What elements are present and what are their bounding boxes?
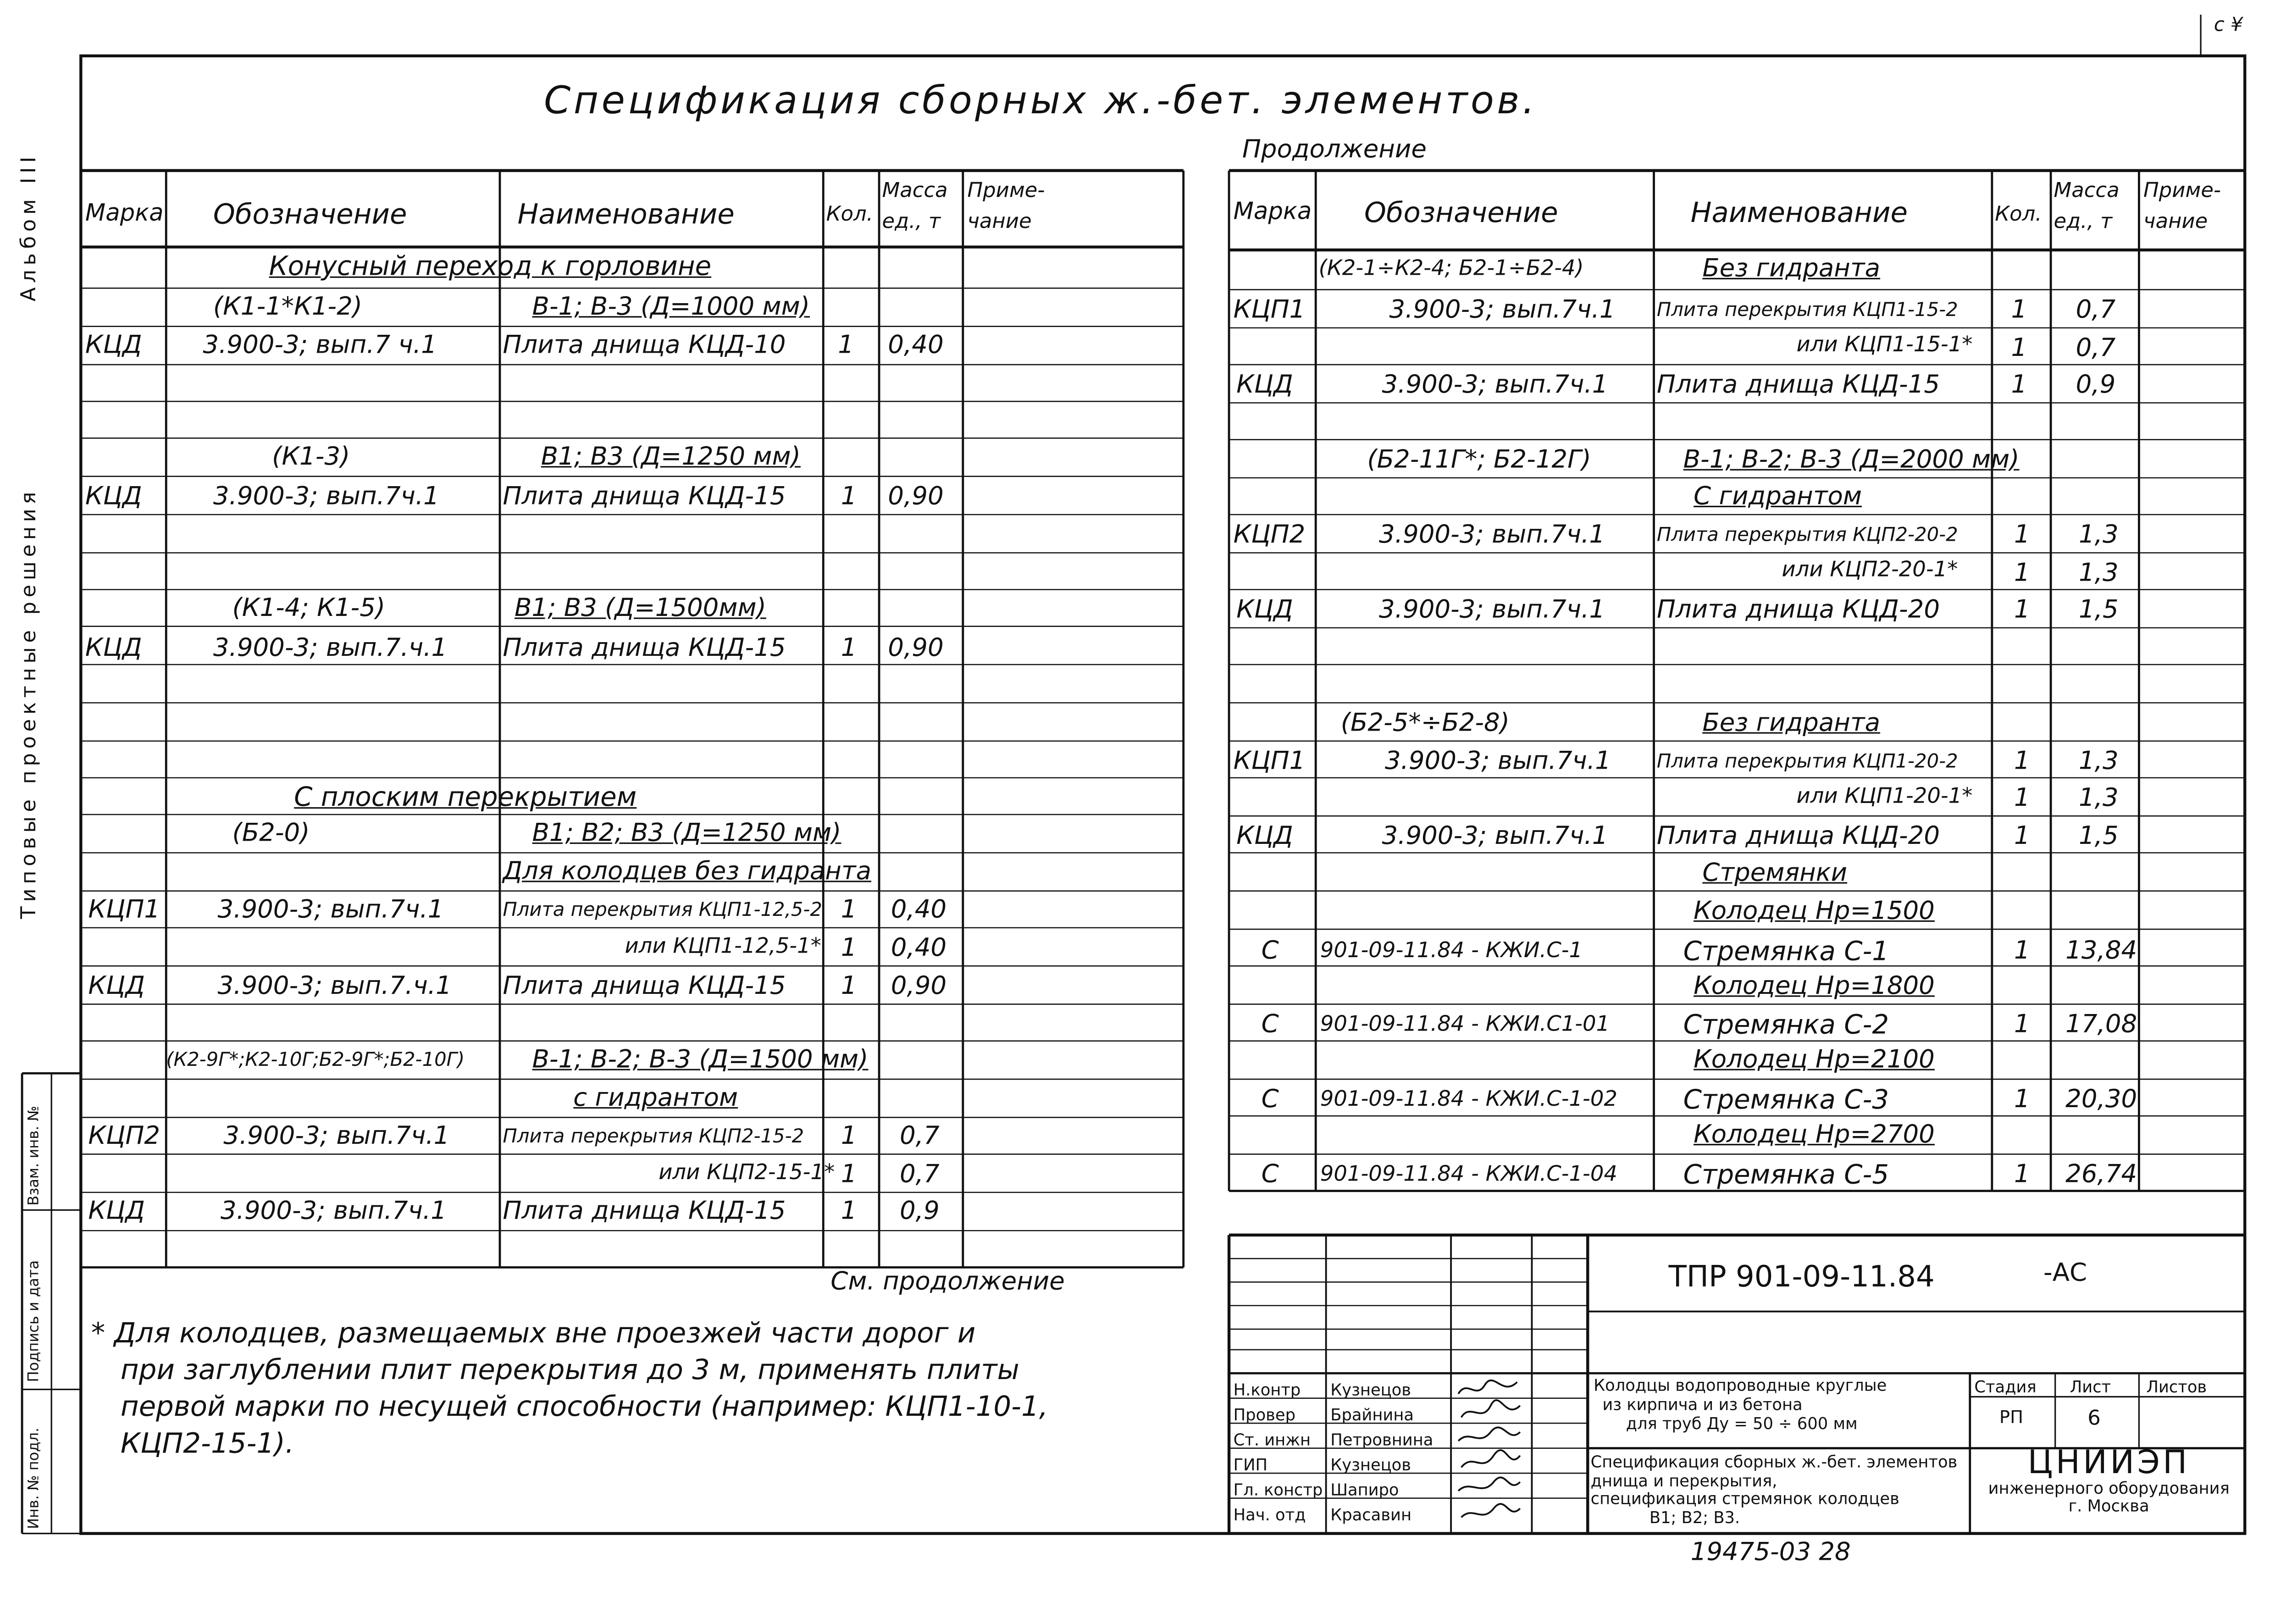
header-mark-right: Марка — [1233, 197, 1312, 225]
row-designation: 3.900-3; вып.7.ч.1 — [213, 633, 448, 663]
row-qty: 1 — [2014, 822, 2030, 852]
stamp-field-signature: Подпись и дата — [26, 1260, 43, 1382]
sheets-label: Листов — [2146, 1377, 2207, 1397]
row-mass: 0,9 — [2076, 370, 2116, 400]
header-mass-right: Масса ед., т — [2054, 179, 2120, 234]
header-note-right: Приме- чание — [2143, 179, 2221, 234]
header-name-right: Наименование — [1690, 197, 1908, 230]
row-mark: КЦД — [1236, 595, 1293, 625]
document-code: ТПР 901-09-11.84 — [1668, 1258, 1935, 1294]
row-mass: 0,9 — [899, 1197, 940, 1226]
row-designation: 3.900-3; вып.7ч.1 — [220, 1197, 447, 1226]
row-mass: 20,30 — [2065, 1085, 2137, 1114]
group-label: (К1-3) — [272, 442, 350, 472]
row-qty: 1 — [2014, 747, 2030, 776]
project-title: Колодцы водопроводные круглые из кирпича и из бетона для труб Ду = 50 ÷ 600 мм — [1594, 1376, 1887, 1434]
row-qty: 1 — [841, 1122, 857, 1152]
row-qty: 1 — [2011, 333, 2027, 363]
group-tag-secondary: с гидрантом — [573, 1083, 738, 1113]
row-designation: 901-09-11.84 - КЖИ.С-1 — [1320, 939, 1583, 963]
group-tag: С гидрантом — [1694, 482, 1862, 512]
row-mass: 26,74 — [2065, 1160, 2137, 1190]
stage-value: РП — [1999, 1407, 2024, 1428]
row-qty: 1 — [2014, 783, 2030, 813]
row-name: или КЦП2-20-1* — [1782, 559, 1958, 582]
row-mark: КЦД — [1236, 370, 1293, 400]
series-label: Типовые проектные решения — [17, 487, 41, 919]
row-mass: 1,3 — [2079, 747, 2119, 776]
archive-number: 19475-03 28 — [1690, 1538, 1851, 1568]
group-label: (Б2-5*÷Б2-8) — [1340, 709, 1510, 738]
header-name: Наименование — [517, 198, 735, 231]
row-mass: 1,3 — [2079, 783, 2119, 813]
group-tag: В-1; В-3 (Д=1000 мм) — [532, 292, 810, 322]
row-qty: 1 — [841, 1160, 857, 1190]
row-name: Плита днища КЦД-15 — [503, 482, 786, 512]
row-name: Стремянка С-3 — [1683, 1085, 1889, 1116]
row-qty: 1 — [841, 933, 857, 963]
document-code-suffix: -АС — [2043, 1258, 2087, 1288]
header-designation-right: Обозначение — [1364, 197, 1558, 230]
footnote: * Для колодцев, размещаемых вне проезжей части дорог и при заглублении плит перекрытия до 3 м, применять плиты первой марки по несущей способности (например: КЦП1-10-1, КЦП2-15-1). — [91, 1317, 1048, 1460]
group-tag: В-1; В-2; В-3 (Д=1500 мм) — [532, 1045, 869, 1075]
row-qty: 1 — [2014, 937, 2030, 966]
row-mark: КЦП2 — [1233, 520, 1306, 550]
group-tag: Без гидранта — [1702, 709, 1881, 738]
group-label: (К2-9Г*;К2-10Г;Б2-9Г*;Б2-10Г) — [166, 1049, 465, 1072]
row-mass: 1,3 — [2079, 559, 2119, 588]
signatures — [1452, 1376, 1529, 1531]
see-continuation: См. продолжение — [830, 1267, 1065, 1297]
row-mark: КЦП1 — [1233, 295, 1306, 325]
group-tag: Без гидранта — [1702, 254, 1881, 284]
row-name: Плита днища КЦД-15 — [1656, 370, 1940, 400]
row-designation: 3.900-3; вып.7ч.1 — [217, 895, 444, 925]
row-name: Плита днища КЦД-15 — [503, 1197, 786, 1226]
row-mark: КЦД — [88, 972, 145, 1002]
row-qty: 1 — [841, 972, 857, 1002]
group-tag: Колодец Нр=1800 — [1694, 972, 1935, 1002]
group-label: (К1-4; К1-5) — [232, 594, 386, 624]
stamp-field-replace: Взам. инв. № — [26, 1106, 43, 1206]
row-name: Плита перекрытия КЦП2-15-2 — [503, 1126, 804, 1148]
row-designation: 3.900-3; вып.7ч.1 — [223, 1122, 450, 1152]
row-mass: 1,5 — [2079, 822, 2119, 852]
row-mark: КЦП1 — [88, 895, 161, 925]
stamp-names: Кузнецов Брайнина Петровнина Кузнецов Шапиро Красавин — [1330, 1380, 1434, 1525]
group-tag: В-1; В-2; В-3 (Д=2000 мм) — [1683, 445, 2020, 475]
row-mass: 0,7 — [899, 1122, 940, 1152]
row-mass: 0,90 — [891, 972, 947, 1002]
row-designation: 3.900-3; вып.7ч.1 — [1382, 822, 1608, 852]
group-label: (Б2-11Г*; Б2-12Г) — [1367, 445, 1591, 475]
corner-mark: c ¥ — [2214, 15, 2243, 37]
row-name: или КЦП2-15-1* — [659, 1161, 835, 1185]
row-mass: 0,40 — [888, 331, 944, 360]
header-designation: Обозначение — [213, 198, 407, 231]
row-qty: 1 — [2011, 295, 2027, 325]
row-designation: 3.900-3; вып.7ч.1 — [1389, 295, 1616, 325]
group-label: (К2-1÷К2-4; Б2-1÷Б2-4) — [1318, 257, 1584, 281]
row-qty: 1 — [2014, 595, 2030, 625]
row-mass: 0,7 — [899, 1160, 940, 1190]
row-name: или КЦП1-15-1* — [1796, 333, 1973, 358]
group-tag: Колодец Нр=1500 — [1694, 897, 1935, 926]
row-name: Плита днища КЦД-20 — [1656, 822, 1940, 852]
sheet-value: 6 — [2087, 1407, 2101, 1431]
header-mark: Марка — [85, 198, 164, 227]
row-qty: 1 — [2014, 520, 2030, 550]
row-name: Плита днища КЦД-10 — [503, 331, 786, 360]
row-qty: 1 — [841, 633, 857, 663]
row-mass: 0,7 — [2076, 295, 2116, 325]
row-designation: 3.900-3; вып.7ч.1 — [1379, 520, 1605, 550]
row-mark: КЦД — [85, 482, 142, 512]
row-mass: 0,40 — [891, 895, 947, 925]
stamp-field-original: Инв. № подл. — [26, 1427, 43, 1530]
row-name: Стремянка С-2 — [1683, 1010, 1889, 1041]
row-mass: 0,40 — [891, 933, 947, 963]
group-tag: Стремянки — [1702, 859, 1848, 888]
group-tag: В1; В3 (Д=1250 мм) — [541, 442, 801, 472]
group-tag: Колодец Нр=2700 — [1694, 1120, 1935, 1150]
continuation-label: Продолжение — [1242, 135, 1427, 165]
row-qty: 1 — [2014, 559, 2030, 588]
group-tag: В1; В3 (Д=1500мм) — [515, 594, 766, 624]
row-mark: С — [1261, 1160, 1279, 1190]
row-mark: С — [1261, 1010, 1279, 1040]
row-mark: КЦП2 — [88, 1122, 161, 1152]
row-mark: КЦД — [85, 331, 142, 360]
row-designation: 901-09-11.84 - КЖИ.С1-01 — [1320, 1013, 1610, 1037]
row-qty: 1 — [838, 331, 854, 360]
row-mark: С — [1261, 937, 1279, 966]
row-qty: 1 — [2014, 1160, 2030, 1190]
row-mass: 0,7 — [2076, 333, 2116, 363]
row-mark: КЦП1 — [1233, 747, 1306, 776]
row-name: Плита днища КЦД-15 — [503, 972, 786, 1002]
row-name: Плита перекрытия КЦП1-12,5-2 — [503, 899, 822, 922]
row-designation: 901-09-11.84 - КЖИ.С-1-02 — [1320, 1088, 1617, 1112]
row-designation: 3.900-3; вып.7ч.1 — [1382, 370, 1608, 400]
row-qty: 1 — [841, 1197, 857, 1226]
row-designation: 901-09-11.84 - КЖИ.С-1-04 — [1320, 1163, 1617, 1187]
album-label: Альбом III — [17, 152, 41, 302]
row-qty: 1 — [2011, 370, 2027, 400]
row-mass: 1,3 — [2079, 520, 2119, 550]
header-qty-right: Кол. — [1995, 203, 2042, 227]
row-mark: С — [1261, 1085, 1279, 1114]
row-mark: КЦД — [88, 1197, 145, 1226]
row-designation: 3.900-3; вып.7ч.1 — [1379, 595, 1605, 625]
header-note: Приме- чание — [967, 179, 1045, 234]
section-subtitle: Конусный переход к горловине — [269, 251, 712, 283]
row-name: Плита днища КЦД-20 — [1656, 595, 1940, 625]
row-designation: 3.900-3; вып.7 ч.1 — [203, 331, 437, 360]
row-name: Плита перекрытия КЦП1-20-2 — [1656, 751, 1958, 774]
row-mass: 0,90 — [888, 633, 944, 663]
header-mass: Масса ед., т — [882, 179, 948, 234]
row-mass: 1,5 — [2079, 595, 2119, 625]
group-label: (Б2-0) — [232, 819, 310, 848]
organization: ЦНИИЭП инженерного оборудования г. Москва — [1988, 1445, 2230, 1516]
row-name: Стремянка С-1 — [1683, 937, 1889, 968]
row-mark: КЦД — [1236, 822, 1293, 852]
row-name: Плита перекрытия КЦП1-15-2 — [1656, 299, 1958, 322]
stamp-roles: Н.контр Провер Ст. инжн ГИП Гл. констр Нач. отд — [1233, 1380, 1323, 1525]
row-name: Стремянка С-5 — [1683, 1160, 1889, 1191]
row-mass: 13,84 — [2065, 937, 2137, 966]
row-name: или КЦП1-20-1* — [1796, 785, 1973, 809]
group-tag-secondary: Для колодцев без гидранта — [503, 857, 872, 887]
page-title: Спецификация сборных ж.-бет. элементов. — [544, 79, 1538, 124]
row-qty: 1 — [2014, 1010, 2030, 1040]
row-designation: 3.900-3; вып.7ч.1 — [213, 482, 439, 512]
section-subtitle: С плоским перекрытием — [294, 782, 637, 813]
sheet-label: Лист — [2070, 1377, 2111, 1397]
row-mark: КЦД — [85, 633, 142, 663]
group-tag: В1; В2; В3 (Д=1250 мм) — [532, 819, 841, 848]
row-qty: 1 — [841, 895, 857, 925]
row-mass: 0,90 — [888, 482, 944, 512]
row-qty: 1 — [841, 482, 857, 512]
row-qty: 1 — [2014, 1085, 2030, 1114]
row-mass: 17,08 — [2065, 1010, 2137, 1040]
sheet-title: Спецификация сборных ж.-бет. элементов днища и перекрытия, спецификация стремянок колодцев В1; В2; В3. — [1590, 1452, 1958, 1527]
row-name: или КЦП1-12,5-1* — [625, 935, 821, 959]
stage-label: Стадия — [1974, 1377, 2037, 1397]
header-qty: Кол. — [826, 203, 873, 227]
row-name: Плита днища КЦД-15 — [503, 633, 786, 663]
row-designation: 3.900-3; вып.7ч.1 — [1384, 747, 1611, 776]
row-name: Плита перекрытия КЦП2-20-2 — [1656, 525, 1958, 547]
row-designation: 3.900-3; вып.7.ч.1 — [217, 972, 452, 1002]
group-label: (К1-1*К1-2) — [213, 292, 363, 322]
group-tag: Колодец Нр=2100 — [1694, 1045, 1935, 1075]
